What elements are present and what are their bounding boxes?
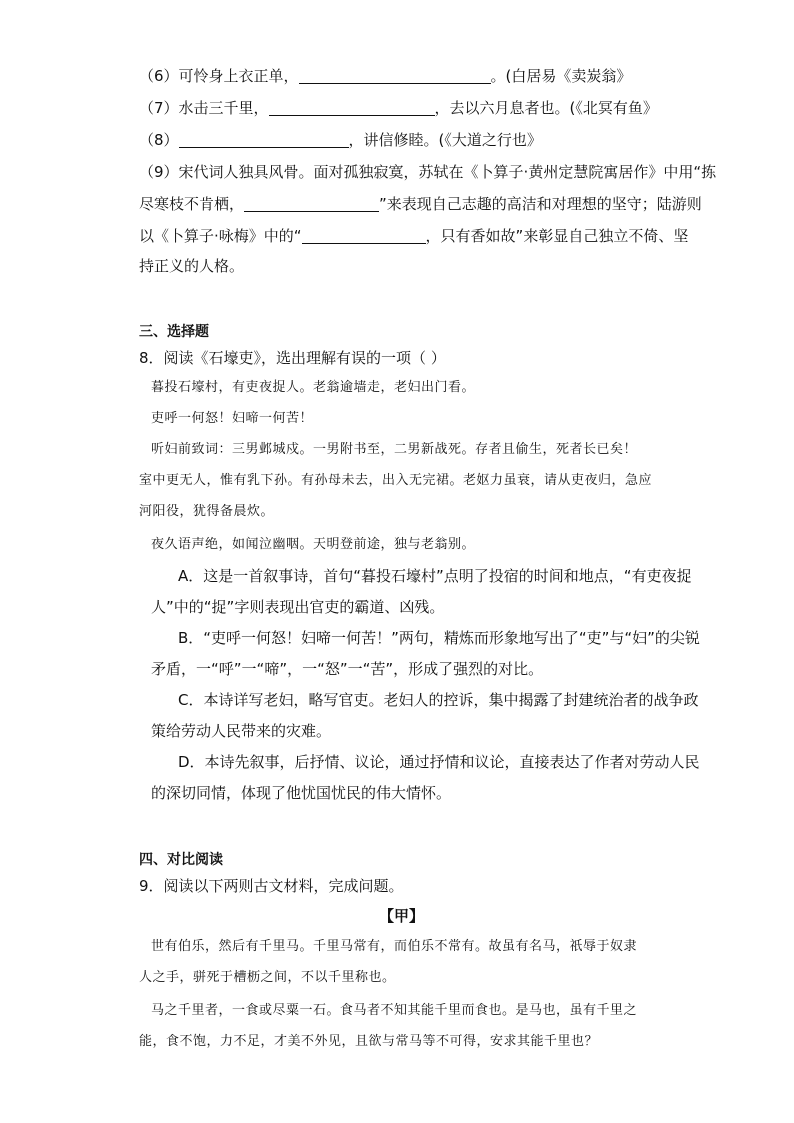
fill-item-7 [139, 98, 658, 118]
section-heading-comparison: 四、对比阅读 [139, 852, 223, 868]
item9-line2-suffix: ”来表现自己志趣的高洁和对理想的坚守；陆游则 [379, 195, 702, 213]
item6-suffix: 。(白居易《卖炭翁》 [490, 67, 632, 85]
item9-line3-suffix: ，只有香如故”来彰显自己独立不倚、坚 [425, 227, 689, 245]
passage-line: 马之千里者，一食或尽粟一石。食马者不知其能千里而食也。是马也，虽有千里之 [151, 1003, 638, 1018]
passage-line: 世有伯乐，然后有千里马。千里马常有，而伯乐不常有。故虽有名马，祇辱于奴隶 [151, 939, 638, 954]
fill-item-9-line2 [139, 194, 702, 214]
fill-item-9-line4: 持正义的人格。 [139, 257, 245, 275]
option-d-line2[interactable]: 的深切同情，体现了他忧国忧民的伟大情怀。 [151, 784, 452, 802]
poem-line: 暮投石壕村，有吏夜捉人。老翁逾墙走，老妇出门看。 [151, 380, 476, 395]
item9-line3-prefix: 以《卜算子·咏梅》中的“ [139, 227, 302, 245]
option-b-line2[interactable]: 矛盾，一“呼”一“啼”，一“怒”一“苦”，形成了强烈的对比。 [151, 660, 544, 678]
poem-line: 夜久语声绝，如闻泣幽咽。天明登前途，独与老翁别。 [151, 537, 476, 552]
question-9-stem: 9．阅读以下两则古文材料，完成问题。 [139, 877, 404, 895]
answer-blank[interactable] [299, 67, 491, 84]
poem-line: 河阳役，犹得备晨炊。 [139, 504, 275, 519]
passage-line: 能，食不饱，力不足，才美不外见，且欲与常马等不可得，安求其能千里也？ [139, 1034, 599, 1049]
poem-line: 听妇前致词：三男邺城戍。一男附书至，二男新战死。存者且偷生，死者长已矣！ [151, 442, 638, 457]
fill-item-8 [139, 130, 542, 150]
question-8-stem: 8．阅读《石壕吏》，选出理解有误的一项（ ） [139, 349, 446, 367]
poem-line: 室中更无人，惟有乳下孙。有孙母未去，出入无完裙。老妪力虽衰，请从吏夜归，急应 [139, 473, 653, 488]
answer-blank[interactable] [179, 131, 349, 148]
option-c-line1[interactable]: C．本诗详写老妇，略写官吏。老妇人的控诉，集中揭露了封建统治者的战争政 [178, 691, 699, 709]
item6-prefix: （6）可怜身上衣正单， [139, 67, 299, 85]
fill-item-9-line1: （9）宋代词人独具风骨。面对孤独寂寞，苏轼在《卜算子·黄州定慧院寓居作》中用“拣 [139, 163, 717, 181]
item8-suffix: ，讲信修睦。(《大道之行也》 [348, 131, 542, 149]
option-d-line1[interactable]: D．本诗先叙事，后抒情、议论，通过抒情和议论，直接表达了作者对劳动人民 [178, 753, 700, 771]
poem-line: 吏呼一何怒！妇啼一何苦！ [151, 411, 314, 426]
option-c-line2[interactable]: 策给劳动人民带来的灾难。 [151, 722, 332, 740]
fill-item-6 [139, 66, 631, 86]
answer-blank[interactable] [302, 227, 426, 244]
item7-prefix: （7）水击三千里， [139, 99, 269, 117]
passage-line: 人之手，骈死于槽枥之间，不以千里称也。 [139, 970, 396, 985]
answer-blank[interactable] [269, 99, 435, 116]
item7-suffix: ，去以六月息者也。(《北冥有鱼》 [434, 99, 658, 117]
item8-prefix: （8） [139, 131, 179, 149]
fill-item-9-line3 [139, 226, 688, 246]
option-b-line1[interactable]: B．“吏呼一何怒！妇啼一何苦！”两句，精炼而形象地写出了“吏”与“妇”的尖锐 [178, 629, 700, 647]
option-a-line2[interactable]: 人”中的“捉”字则表现出官吏的霸道、凶残。 [151, 598, 445, 616]
passage-jia-title: 【甲】 [379, 907, 425, 925]
section-heading-choice: 三、选择题 [139, 324, 209, 340]
answer-blank[interactable] [244, 195, 379, 212]
option-a-line1[interactable]: A．这是一首叙事诗，首句“暮投石壕村”点明了投宿的时间和地点，“有吏夜捉 [178, 567, 692, 585]
item9-line2-prefix: 尽寒枝不肯栖， [139, 195, 245, 213]
